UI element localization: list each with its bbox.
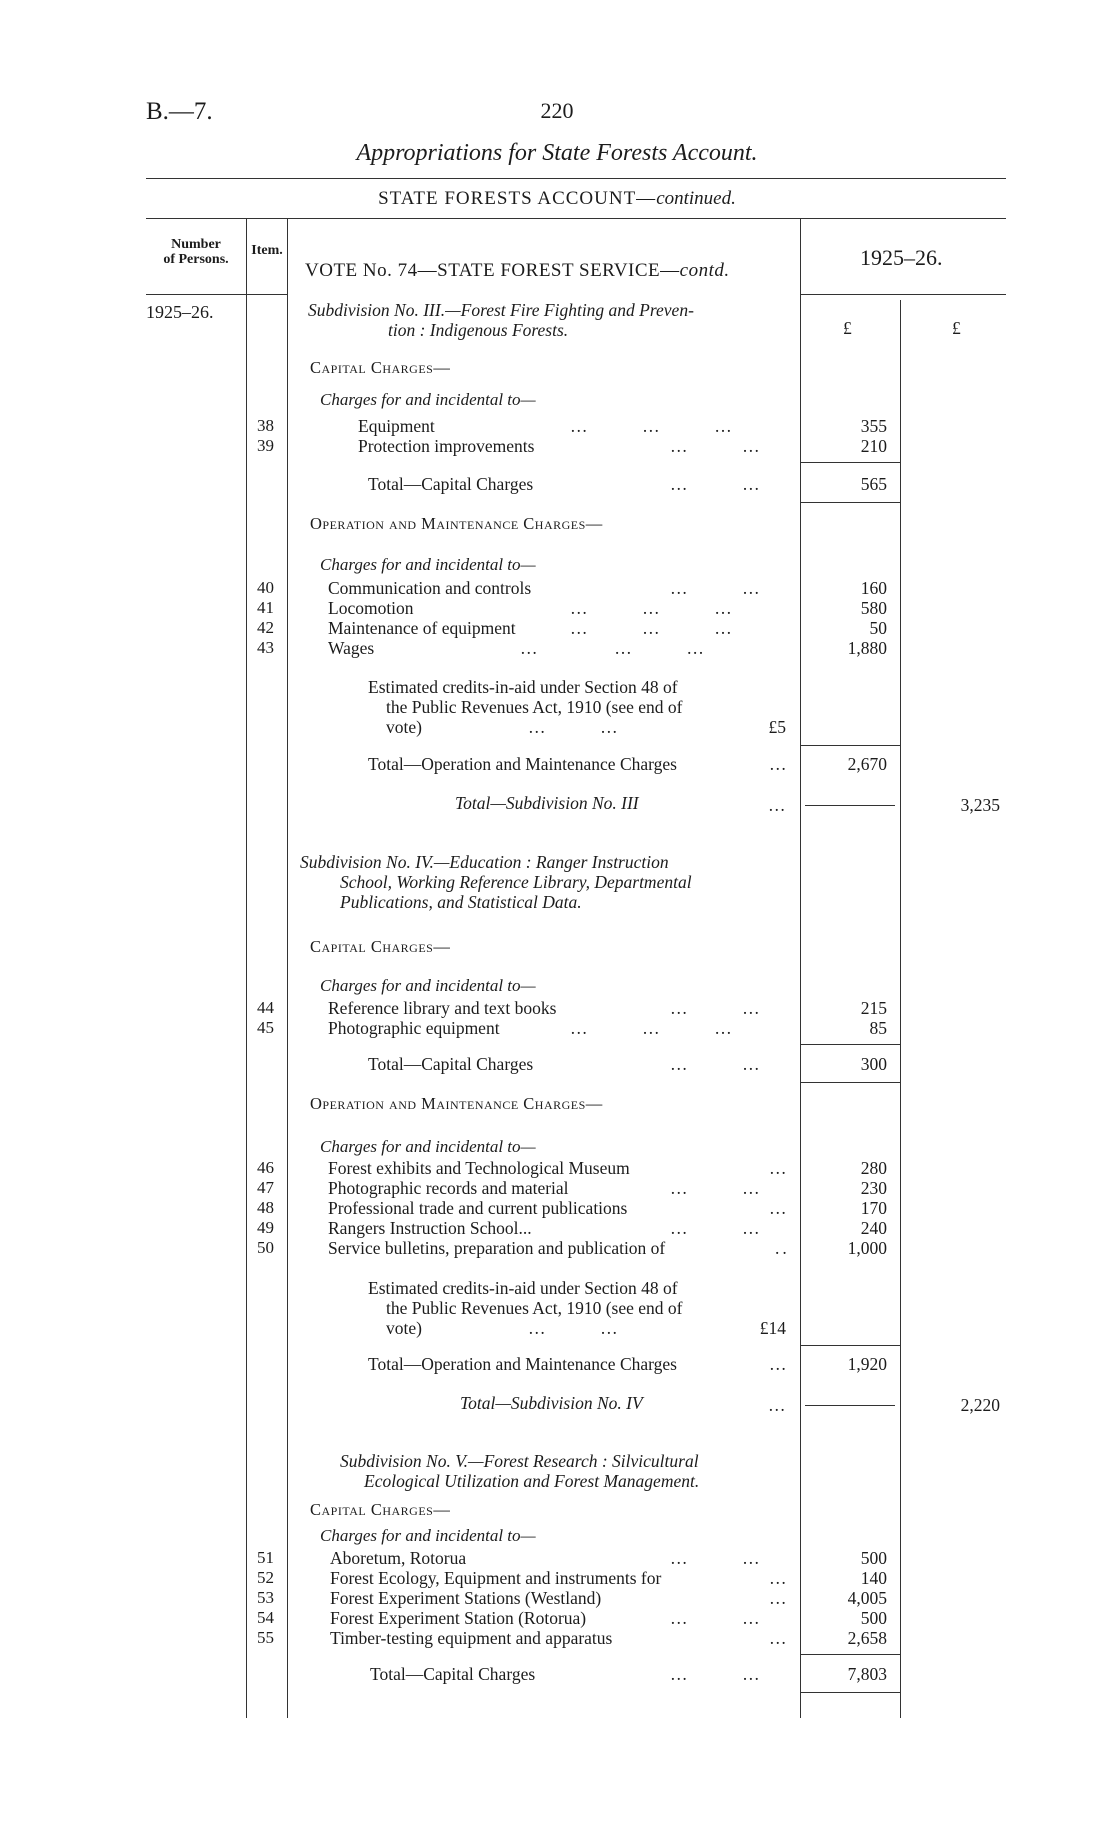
item-label: Forest Experiment Stations (Westland) (330, 1588, 602, 1608)
leader-dots: … (769, 1568, 790, 1588)
item-number: 52 (257, 1568, 274, 1587)
sub4-credits-note: Estimated credits-in-aid under Section 48 of the Public Revenues Act, 1910 (see end of vote) … … £14 (368, 1278, 786, 1338)
sub3-credits-note: Estimated credits-in-aid under Section 48 of the Public Revenues Act, 1910 (see end of vote) … … £5 (368, 677, 786, 737)
sub5-capital-heading: Capital Charges— (310, 1500, 451, 1519)
sub5-capital-total-label: Total—Capital Charges (370, 1664, 536, 1684)
item-label: Equipment (358, 416, 435, 436)
item-amount: 170 (860, 1198, 887, 1218)
item-number: 46 (257, 1158, 274, 1177)
item-number: 38 (257, 416, 274, 435)
item-amount: 1,880 (847, 638, 887, 658)
item-amount: 500 (860, 1548, 887, 1568)
item-amount: 50 (869, 618, 887, 638)
subtotal-rule (800, 1044, 900, 1045)
head-rule-right (800, 294, 1006, 295)
subtotal-dash (805, 805, 895, 806)
document-code: B.—7. (146, 98, 213, 125)
item-number: 47 (257, 1178, 274, 1197)
leader-dots: … … (670, 474, 763, 494)
leader-dots: … … … (570, 1018, 735, 1038)
header-rule (146, 178, 1006, 179)
leader-dots: … (769, 754, 790, 774)
item-label: Forest exhibits and Technological Museum (328, 1158, 630, 1178)
year-column-heading: 1925–26. (860, 245, 943, 270)
subtotal-dash (805, 1405, 895, 1406)
leader-dots: … (769, 1198, 790, 1218)
leader-dots: … … (670, 1664, 763, 1684)
item-number: 54 (257, 1608, 274, 1627)
leader-dots: … … … (570, 416, 735, 436)
item-amount: 280 (860, 1158, 887, 1178)
sub3-capital-total-label: Total—Capital Charges (368, 474, 534, 494)
item-number: 49 (257, 1218, 274, 1237)
sub3-om-heading: Operation and Maintenance Charges— (310, 514, 603, 533)
table-top-rule (146, 218, 1006, 219)
item-number: 44 (257, 998, 274, 1017)
item-amount: 140 (860, 1568, 887, 1588)
leader-dots: … … … (570, 598, 735, 618)
item-number: 55 (257, 1628, 274, 1647)
item-label: Service bulletins, preparation and publication of (328, 1238, 666, 1258)
subtotal-rule (800, 462, 900, 463)
leader-dots: … (769, 1588, 790, 1608)
account-heading: STATE FORESTS ACCOUNT—continued. (378, 188, 736, 209)
item-amount: 4,005 (847, 1588, 887, 1608)
item-number: 51 (257, 1548, 274, 1567)
item-label: Timber-testing equipment and apparatus (330, 1628, 613, 1648)
sub4-om-cif: Charges for and incidental to— (320, 1137, 536, 1156)
item-label: Professional trade and current publications (328, 1198, 628, 1218)
sub3-capital-heading: Capital Charges— (310, 358, 451, 377)
sub4-total: 2,220 (960, 1395, 1000, 1415)
leader-dots: … (769, 1354, 790, 1374)
item-label: Maintenance of equipment (328, 618, 516, 638)
currency-col2: £ (952, 318, 961, 338)
col-divider-item (287, 218, 288, 1718)
subtotal-rule (800, 745, 900, 746)
item-label: Photographic equipment (328, 1018, 500, 1038)
sub3-total-label: Total—Subdivision No. III (455, 793, 639, 813)
sub3-total: 3,235 (960, 795, 1000, 815)
item-number: 53 (257, 1588, 274, 1607)
item-amount: 160 (860, 578, 887, 598)
item-label: Forest Experiment Station (Rotorua) (330, 1608, 587, 1628)
item-label: Locomotion (328, 598, 414, 618)
persons-year: 1925–26. (146, 302, 214, 322)
sub4-om-heading: Operation and Maintenance Charges— (310, 1094, 603, 1113)
item-number: 42 (257, 618, 274, 637)
item-amount: 240 (860, 1218, 887, 1238)
item-number: 39 (257, 436, 274, 455)
item-label: Protection improvements (358, 436, 535, 456)
total-rule (800, 1692, 900, 1693)
leader-dots: … … (670, 436, 763, 456)
item-amount: 85 (869, 1018, 887, 1038)
leader-dots: … … (670, 1548, 763, 1568)
item-label: Forest Ecology, Equipment and instruments for (330, 1568, 662, 1588)
leader-dots: … … (670, 1218, 763, 1238)
sub5-capital-total: 7,803 (847, 1664, 887, 1684)
leader-dots: … … (670, 1178, 763, 1198)
sub4-capital-total-label: Total—Capital Charges (368, 1054, 534, 1074)
col-divider-amount (900, 300, 901, 1718)
item-number: 50 (257, 1238, 274, 1257)
leader-dots: … … (670, 1054, 763, 1074)
leader-dots: .. (775, 1238, 790, 1258)
subtotal-rule (800, 1345, 900, 1346)
item-number: 40 (257, 578, 274, 597)
sub3-om-cif: Charges for and incidental to— (320, 555, 536, 574)
item-label: Photographic records and material (328, 1178, 569, 1198)
item-label: Aboretum, Rotorua (330, 1548, 467, 1568)
leader-dots: … … (670, 578, 763, 598)
item-amount: 355 (860, 416, 887, 436)
subdivision-5-title: Subdivision No. V.—Forest Research : Silvicultural Ecological Utilization and Forest Management. (340, 1451, 700, 1491)
page-number: 220 (540, 98, 574, 123)
item-label: Wages (328, 638, 375, 658)
sub4-total-label: Total—Subdivision No. IV (460, 1393, 643, 1413)
item-number: 48 (257, 1198, 274, 1217)
page-title: Appropriations for State Forests Account. (356, 140, 758, 166)
currency-col1: £ (843, 318, 852, 338)
item-label: Communication and controls (328, 578, 532, 598)
leader-dots: … … (670, 1608, 763, 1628)
total-rule (800, 1082, 900, 1083)
leader-dots: … … … (520, 638, 707, 658)
sub3-om-total: 2,670 (847, 754, 887, 774)
item-column-heading: Item. (251, 243, 283, 258)
sub3-om-total-label: Total—Operation and Maintenance Charges (368, 754, 677, 774)
item-label: Rangers Instruction School... (328, 1218, 532, 1238)
leader-dots: … (769, 1158, 790, 1178)
item-amount: 210 (860, 436, 887, 456)
sub4-capital-cif: Charges for and incidental to— (320, 976, 536, 995)
leader-dots: … (768, 1395, 789, 1415)
col-divider-text (800, 218, 801, 1718)
sub3-capital-total: 565 (860, 474, 887, 494)
sub4-om-total: 1,920 (847, 1354, 887, 1374)
subtotal-rule (800, 1654, 900, 1655)
leader-dots: … (769, 1628, 790, 1648)
total-rule (800, 502, 900, 503)
item-amount: 230 (860, 1178, 887, 1198)
item-number: 43 (257, 638, 274, 657)
leader-dots: … … … (570, 618, 735, 638)
item-amount: 500 (860, 1608, 887, 1628)
item-amount: 580 (860, 598, 887, 618)
item-amount: 1,000 (847, 1238, 887, 1258)
sub4-credits-amount: £14 (759, 1318, 786, 1338)
sub4-capital-heading: Capital Charges— (310, 937, 451, 956)
subdivision-3-title: Subdivision No. III.—Forest Fire Fighting and Preven- tion : Indigenous Forests. (308, 300, 694, 340)
sub3-credits-amount: £5 (768, 717, 786, 737)
sub4-om-total-label: Total—Operation and Maintenance Charges (368, 1354, 677, 1374)
item-amount: 215 (860, 998, 887, 1018)
persons-column-heading: Number of Persons. (163, 237, 229, 267)
sub5-capital-cif: Charges for and incidental to— (320, 1526, 536, 1545)
head-rule-left (146, 294, 288, 295)
leader-dots: … (768, 795, 789, 815)
leader-dots: … … (670, 998, 763, 1018)
item-amount: 2,658 (847, 1628, 887, 1648)
item-label: Reference library and text books (328, 998, 557, 1018)
vote-heading: VOTE No. 74—STATE FOREST SERVICE—contd. (305, 260, 730, 281)
sub3-capital-cif: Charges for and incidental to— (320, 390, 536, 409)
item-number: 45 (257, 1018, 274, 1037)
sub4-capital-total: 300 (860, 1054, 887, 1074)
item-number: 41 (257, 598, 274, 617)
subdivision-4-title: Subdivision No. IV.—Education : Ranger Instruction School, Working Reference Library, Departmental Publications, and Statistical Data. (300, 852, 692, 912)
